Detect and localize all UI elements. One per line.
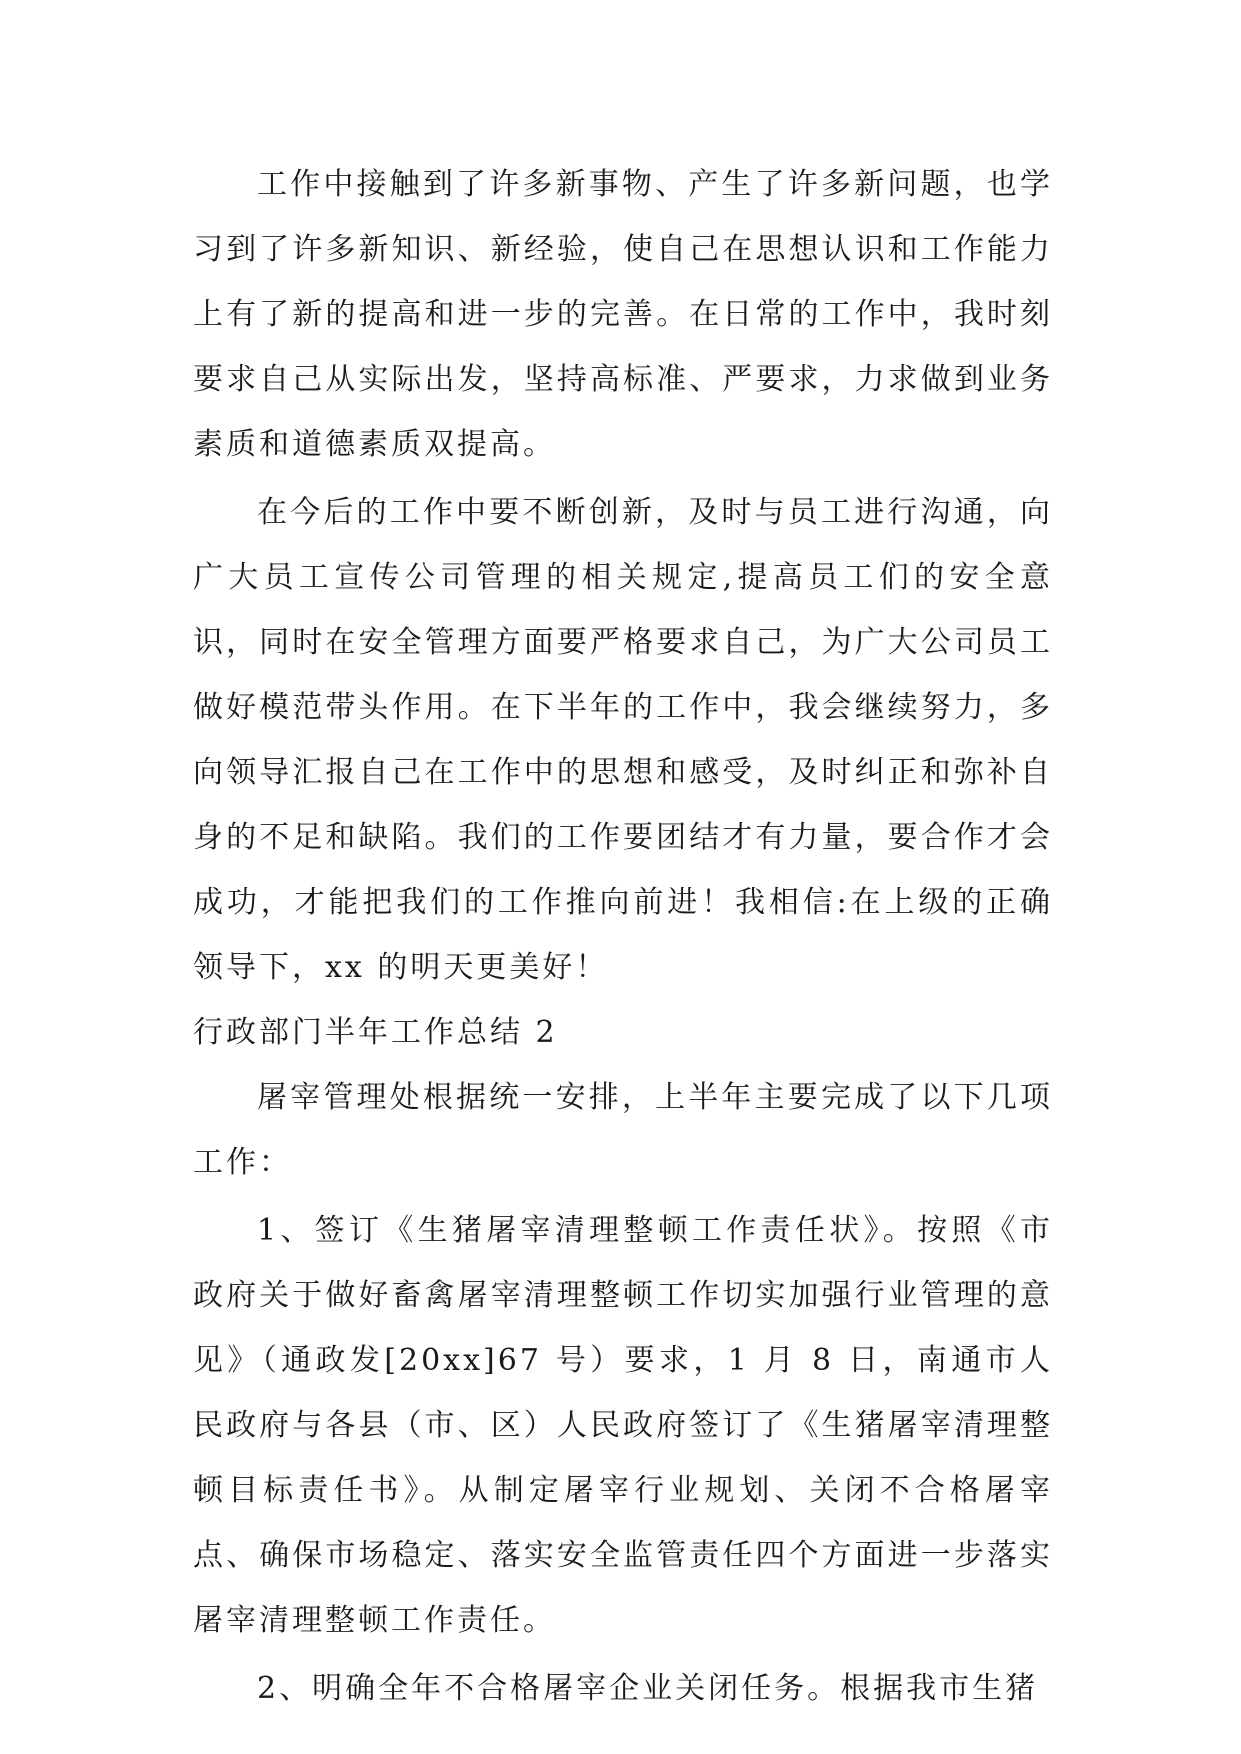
section-heading: 行政部门半年工作总结 2 [193,1015,558,1050]
body-paragraph-1: 工作中接触到了许多新事物、产生了许多新问题，也学习到了许多新知识、新经验，使自己在思想认识和工作能力上有了新的提高和进一步的完善。在日常的工作中，我时刻要求自己从实际出发，坚持高标准、严要求，力求做到业务素质和道德素质双提高。 [193,167,1053,462]
document-page [193,152,1053,1721]
section-paragraph-1: 屠宰管理处根据统一安排，上半年主要完成了以下几项工作： [193,1080,1053,1180]
section-paragraph-2: 1、签订《生猪屠宰清理整顿工作责任状》。按照《市政府关于做好畜禽屠宰清理整顿工作切实加强行业管理的意见》（通政发[20xx]67 号）要求，1 月 8 日，南通市人民政府与各县（市、区）人民政府签订了《生猪屠宰清理整顿目标责任书》。从制定屠宰行业规划、关闭不合格屠宰点、确保市场稳定、落实安全监管责任四个方面进一步落实屠宰清理整顿工作责任。 [193,1213,1053,1638]
section-paragraph-3: 2、明确全年不合格屠宰企业关闭任务。根据我市生猪 [257,1671,1039,1706]
body-paragraph-2: 在今后的工作中要不断创新，及时与员工进行沟通，向广大员工宣传公司管理的相关规定,提高员工们的安全意识，同时在安全管理方面要严格要求自己，为广大公司员工做好模范带头作用。在下半年的工作中，我会继续努力，多向领导汇报自己在工作中的思想和感受，及时纠正和弥补自身的不足和缺陷。我们的工作要团结才有力量，要合作才会成功，才能把我们的工作推向前进！我相信:在上级的正确领导下，xx 的明天更美好！ [193,495,1053,985]
